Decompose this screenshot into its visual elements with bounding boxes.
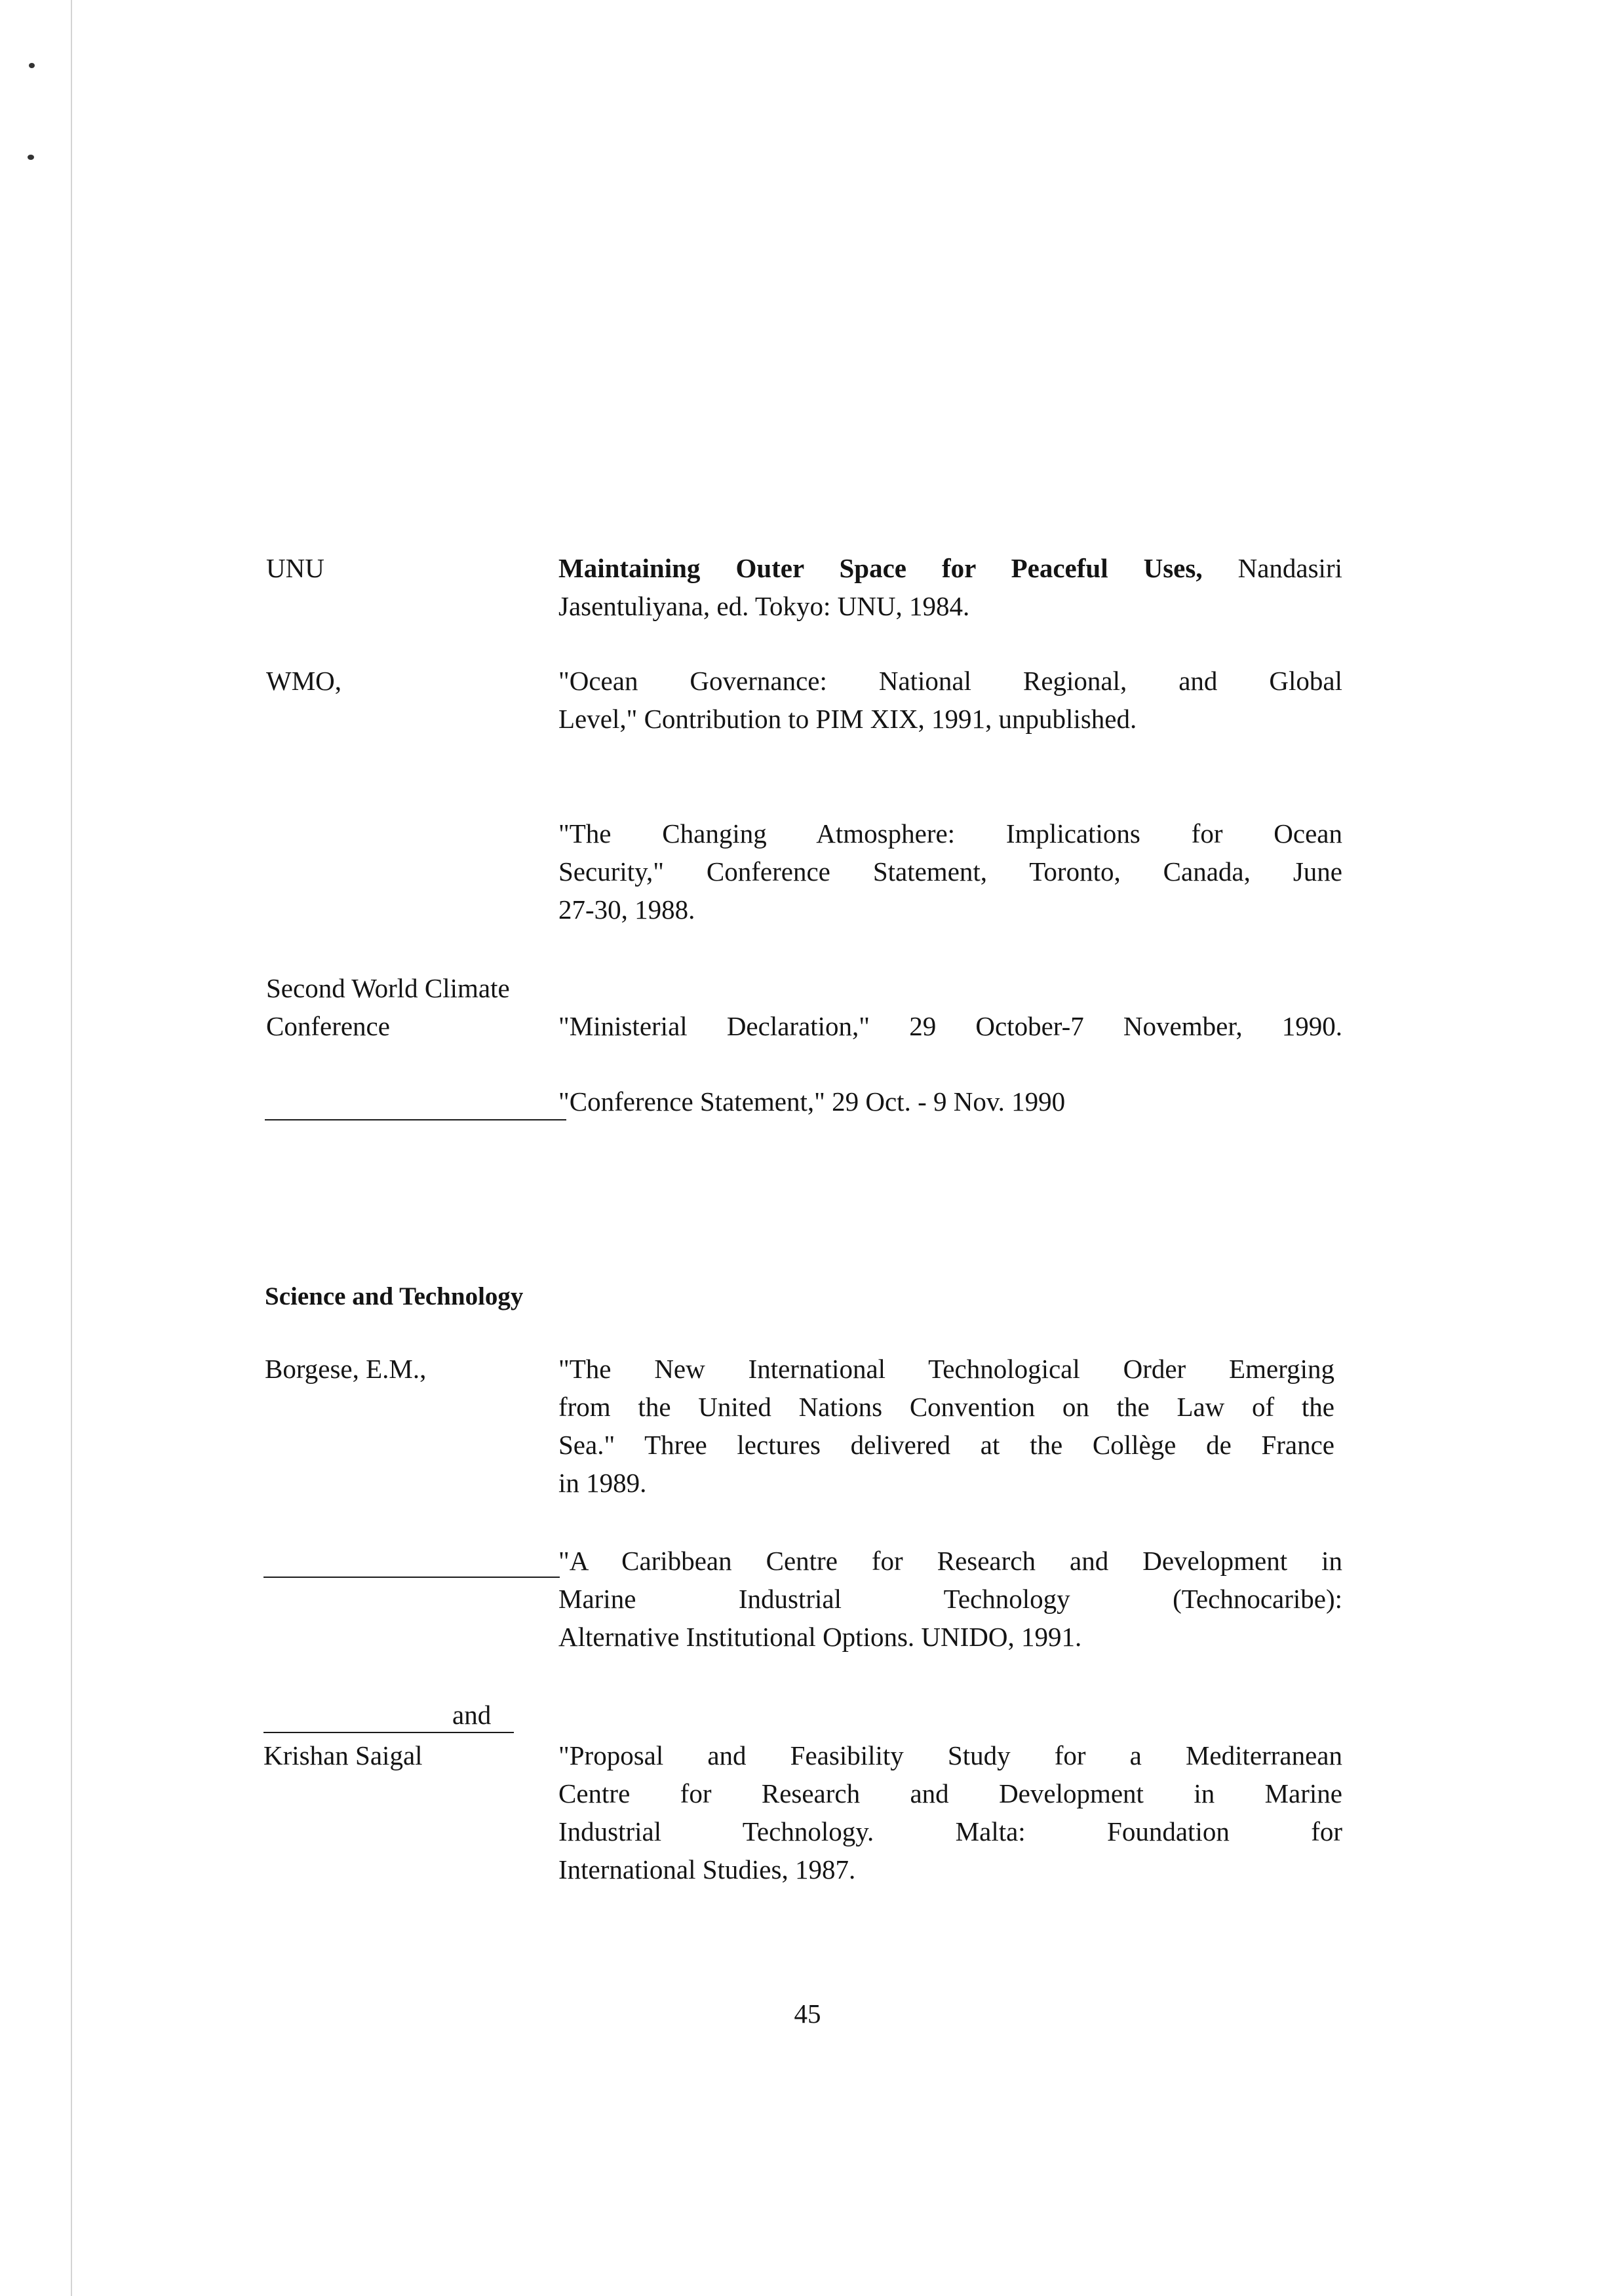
entry-author-and: and bbox=[452, 1700, 492, 1730]
scan-speck bbox=[29, 63, 35, 68]
section-heading: Science and Technology bbox=[265, 1282, 524, 1311]
entry-text: "Ocean Governance: National Regional, and Global Level," Contribution to PIM XIX, 1991, unpublished. bbox=[558, 666, 1342, 734]
entry-title: Maintaining Outer Space for Peaceful Uses, bbox=[558, 553, 1203, 583]
ditto-rule bbox=[265, 1119, 566, 1120]
entry-text: "The New International Technological Order Emerging from the United Nations Convention on the Law of the Sea." Three lectures delivered at the Collège de France in 1989. bbox=[558, 1354, 1334, 1498]
entry-text: "Conference Statement," 29 Oct. - 9 Nov. 1990 bbox=[558, 1086, 1066, 1117]
entry-author: Borgese, E.M., bbox=[265, 1354, 427, 1384]
ditto-rule bbox=[263, 1577, 560, 1578]
entry-text: "A Caribbean Centre for Research and Development in Marine Industrial Technology (Technocaribe): Alternative Institutional Options. UNIDO, 1991. bbox=[558, 1546, 1342, 1652]
scan-margin-line bbox=[71, 0, 72, 2296]
page-number: 45 bbox=[794, 1999, 821, 2029]
entry-author: Krishan Saigal bbox=[263, 1740, 423, 1770]
entry-author: Second World Climate Conference bbox=[266, 973, 510, 1041]
entry-text: Maintaining Outer Space for Peaceful Uses, Nandasiri Jasentuliyana, ed. Tokyo: UNU, 1984. bbox=[558, 553, 1342, 621]
entry-text: "Proposal and Feasibility Study for a Mediterranean Centre for Research and Development in Marine Industrial Technology. Malta: Foundation for International Studies, 1987. bbox=[558, 1740, 1342, 1885]
entry-author: UNU bbox=[266, 553, 324, 583]
entry-text: "Ministerial Declaration," 29 October-7 November, 1990. bbox=[558, 1011, 1342, 1041]
entry-text: "The Changing Atmosphere: Implications for Ocean Security," Conference Statement, Toronto, Canada, June 27-30, 1988. bbox=[558, 818, 1342, 925]
scan-speck bbox=[28, 155, 34, 160]
entry-author: WMO, bbox=[266, 666, 342, 696]
